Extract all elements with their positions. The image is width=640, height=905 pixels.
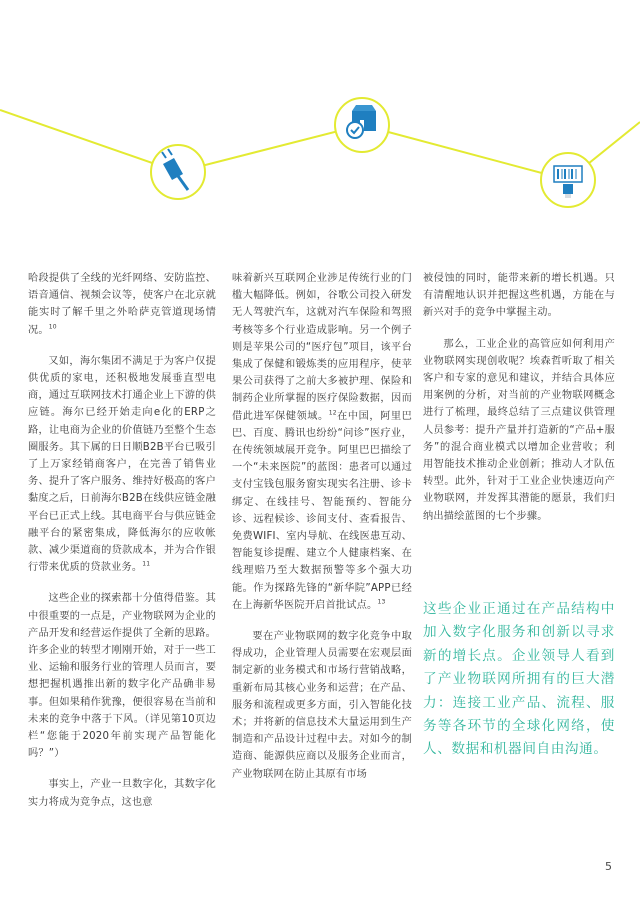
article-column-1 xyxy=(28,270,216,825)
paragraph: 又如，海尔集团不满足于为客户仅提供优质的家电，还积极地发展垂直型电商，通过互联网技术打通企业上下游的供应链。海尔已经开始走向e化的ERP之路，让电商为企业的价值链乃至整个生态圈服务。其下属的日日顺B2B平台已吸引了上万家经销商客户，在完善了销售业务、提升了客户服务、维持好极高的客户黏度之后，日前海尔B2B在线供应链金融平台已正式上线。其电商平台与供应链金融平台的紧密集成，降低海尔的应收帐款、减少渠道商的贷款成本，并为合作银行带来优质的贷款业务。$^{11}$ xyxy=(28,355,216,574)
paragraph: 事实上，产业一旦数字化，其数字化实力将成为竞争点，这也意 xyxy=(28,779,216,808)
paragraph: 哈段提供了全线的光纤网络、安防监控、语音通信、视频会议等，使客户在北京就能实时了解千里之外哈萨克管道现场情况。$^{10}$ xyxy=(28,273,216,336)
paragraph: 味着新兴互联网企业涉足传统行业的门槛大幅降低。例如，谷歌公司投入研发无人驾驶汽车，这就对汽车保险和驾照考核等多个行业造成影响。另一个例子则是苹果公司的“医疗包”项目，该平台集成了保健和锻炼类的应用程序，使苹果公司获得了之前大多被护理、保险和制药企业所掌握的医疗保险数据，因而借此进军保健领域。$^{12}$在中国，阿里巴巴、百度、腾讯也纷纷“问诊”医疗业，在传统领域展开竞争。阿里巴巴描绘了一个“未来医院”的蓝图：患者可以通过支付宝钱包服务窗实现实名注册、诊卡绑定、在线挂号、智能预约、智能分诊、远程候诊、诊间支付、查看报告、免费WIFI、室内导航、在线医患互动、智能复诊提醒、建立个人健康档案、在线理赔乃至大数据预警等多个强大功能。作为探路先锋的“新华院”APP已经在上海新华医院开启首批试点。$^{13}$ xyxy=(232,273,412,611)
barcode-scanner-icon xyxy=(541,153,595,207)
page-number: 5 xyxy=(605,860,612,873)
paragraph: 这些企业的探索都十分值得借鉴。其中很重要的一点是，产业物联网为企业的产品开发和经营运作提供了全新的思路。许多企业的转型才刚刚开始，对于一些工业、运输和服务行业的管理人员而言，要想把握机遇推出新的数字化产品确非易事。但如果稍作犹豫，便很容易在当前和未来的竞争中落于下风。（详见第10页边栏“您能于2020年前实现产品智能化吗？”） xyxy=(28,593,216,760)
decorative-banner xyxy=(0,0,640,250)
article-column-2 xyxy=(232,270,412,797)
gear-box-icon xyxy=(335,98,389,152)
plug-icon xyxy=(151,145,205,199)
pull-quote: 这些企业正通过在产品结构中加入数字化服务和创新以寻求新的增长点。企业领导人看到了产业物联网所拥有的巨大潜力：连接工业产品、流程、服务等各环节的全球化网络，使人、数据和机器间自由沟通。 xyxy=(423,601,615,758)
paragraph: 被侵蚀的同时，能带来新的增长机遇。只有清醒地认识并把握这些机遇，方能在与新兴对手的竞争中掌握主动。 xyxy=(423,273,615,319)
paragraph: 要在产业物联网的数字化竞争中取得成功，企业管理人员需要在宏观层面制定新的业务模式和市场行营销战略，重新布局其核心业务和运营；在产品、服务和流程或更多方面，引入智能化技术；并将新的信息技术大量运用到生产制造和产品设计过程中去。对如今的制造商、能源供应商以及服务企业而言，产业物联网在防止其原有市场 xyxy=(232,631,412,780)
article-column-3 xyxy=(423,270,615,539)
paragraph: 那么，工业企业的高管应如何利用产业物联网实现创收呢？埃森哲听取了相关客户和专家的意见和建议，并结合具体应用案例的分析，对当前的产业物联网概念进行了梳理，最终总结了三点建议供管理人员参考：提升产量并打造新的“产品+服务”的混合商业模式以增加企业营收；利用智能技术推动企业创新；推动人才队伍转型。此外，针对于工业企业快速迈向产业物联网，并发挥其潜能的愿景，我们归纳出描绘蓝图的七个步骤。 xyxy=(423,338,615,522)
